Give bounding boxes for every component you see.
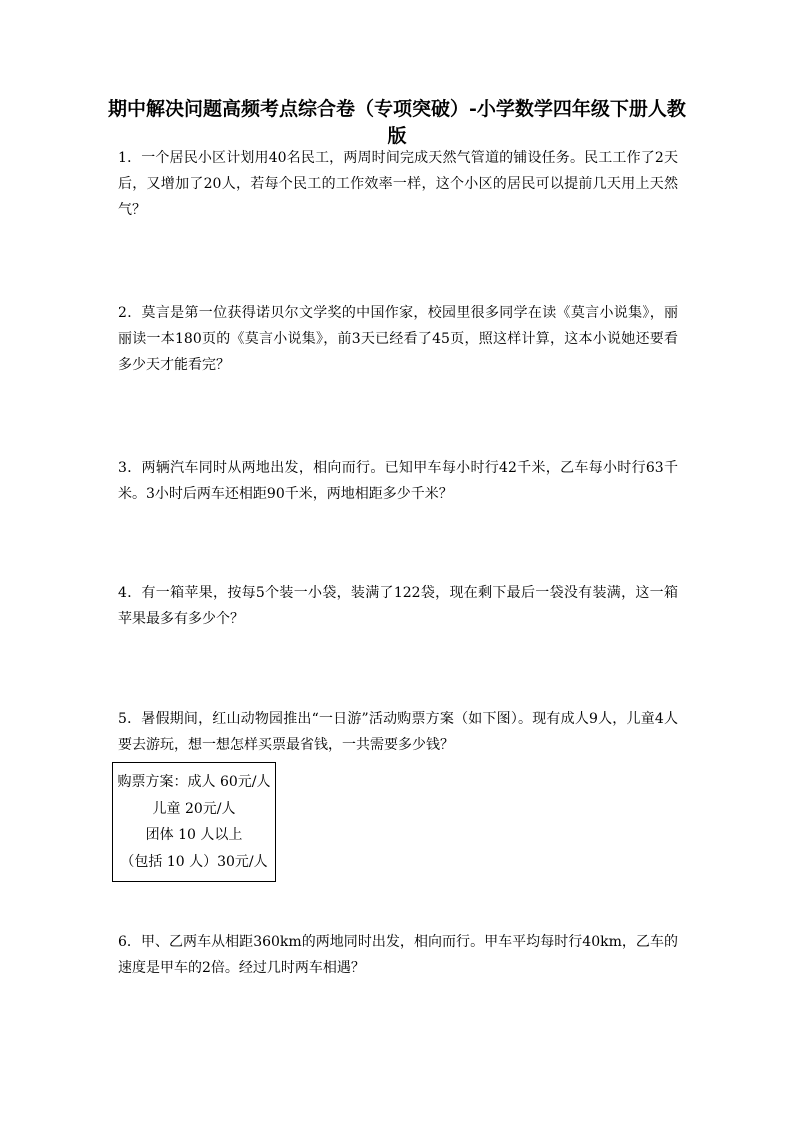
ticket-line-group-price: （包括 10 人）30元/人 [120, 853, 268, 870]
question-1: 1．一个居民小区计划用40名民工，两周时间完成天然气管道的铺设任务。民工工作了2天后，又增加了20人，若每个民工的工作效率一样，这个小区的居民可以提前几天用上天然气？ [118, 150, 678, 218]
question-2: 2．莫言是第一位获得诺贝尔文学奖的中国作家，校园里很多同学在读《莫言小说集》，丽丽读一本180页的《莫言小说集》，前3天已经看了45页，照这样计算，这本小说她还要看多少天才能看完？ [118, 305, 678, 373]
document-title: 期中解决问题高频考点综合卷（专项突破）-小学数学四年级下册人教版 [108, 98, 686, 147]
ticket-line-adult: 购票方案：成人 60元/人 [117, 774, 271, 790]
ticket-line-group: 团体 10 人以上 [145, 827, 243, 843]
question-6: 6．甲、乙两车从相距360km的两地同时出发，相向而行。甲车平均每时行40km，乙车的速度是甲车的2倍。经过几时两车相遇？ [118, 934, 678, 976]
question-4: 4．有一箱苹果，按每5个装一小袋，装满了122袋，现在剩下最后一袋没有装满，这一箱苹果最多有多少个？ [118, 585, 678, 627]
question-5: 5．暑假期间，红山动物园推出“一日游”活动购票方案（如下图）。现有成人9人，儿童4人要去游玩，想一想怎样买票最省钱，一共需要多少钱？ [118, 711, 678, 753]
ticket-plan-box [112, 762, 276, 882]
ticket-line-child: 儿童 20元/人 [152, 800, 236, 817]
question-3: 3．两辆汽车同时从两地出发，相向而行。已知甲车每小时行42千米，乙车每小时行63千米。3小时后两车还相距90千米，两地相距多少千米？ [118, 460, 678, 502]
